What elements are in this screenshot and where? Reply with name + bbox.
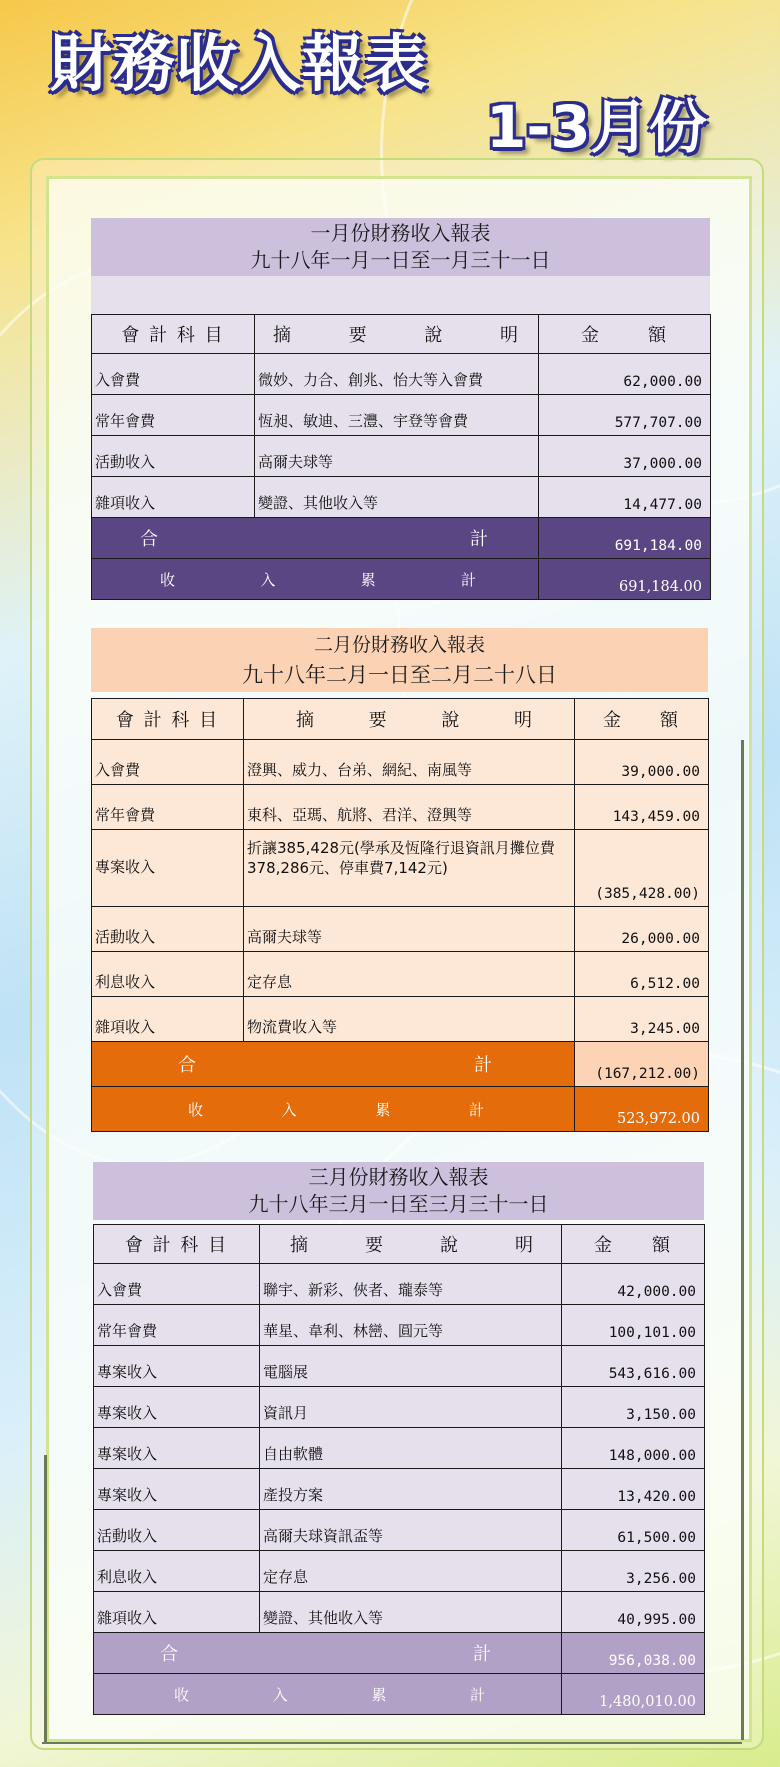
cumulative-label [92, 1087, 575, 1132]
cumulative-amount: 691,184.00 [539, 559, 711, 600]
description-cell: 物流費收入等 [244, 997, 575, 1042]
cumulative-label-char: 入 [260, 570, 276, 589]
description-cell: 折讓385,428元(學承及恆隆行退資訊月攤位費378,286元、停車費7,142元) [244, 830, 575, 907]
column-header-account: 會 計 科 目 [92, 699, 244, 740]
total-label-char: 合 [178, 1055, 196, 1076]
description-cell: 產投方案 [260, 1469, 562, 1510]
account-cell: 活動收入 [94, 1510, 260, 1551]
column-header-amount [562, 1225, 705, 1264]
account-cell: 利息收入 [92, 952, 244, 997]
description-cell: 高爾夫球等 [244, 907, 575, 952]
amount-cell: 39,000.00 [575, 740, 709, 785]
total-label [92, 1042, 575, 1087]
table-row [94, 1428, 705, 1469]
panel-edge [42, 1742, 742, 1744]
amount-cell: 42,000.00 [562, 1264, 705, 1305]
march-report-heading [93, 1162, 704, 1220]
total-amount: 691,184.00 [539, 518, 711, 559]
january-date-range: 九十八年一月一日至一月三十一日 [250, 248, 551, 272]
cumulative-label [92, 559, 539, 600]
heading-spacer [91, 276, 710, 314]
total-label [92, 518, 539, 559]
header-char: 額 [648, 325, 668, 346]
table-row [94, 1592, 705, 1633]
table-row [94, 1469, 705, 1510]
header-char: 額 [660, 710, 680, 731]
table-row [92, 997, 709, 1042]
table-row [92, 785, 709, 830]
january-report-heading [91, 218, 710, 276]
february-report-title: 二月份財務收入報表 [313, 634, 485, 656]
table-row [94, 1305, 705, 1346]
total-row [94, 1633, 705, 1674]
table-header-row [92, 699, 709, 740]
header-char: 說 [424, 325, 445, 346]
march-report-title: 三月份財務收入報表 [308, 1165, 489, 1189]
table-row [94, 1387, 705, 1428]
account-cell: 專案收入 [92, 830, 244, 907]
table-row [94, 1264, 705, 1305]
total-row [92, 1042, 709, 1087]
account-cell: 活動收入 [92, 907, 244, 952]
table-row [94, 1346, 705, 1387]
table-row [92, 907, 709, 952]
description-cell: 定存息 [260, 1551, 562, 1592]
amount-cell: 3,256.00 [562, 1551, 705, 1592]
march-date-range: 九十八年三月一日至三月三十一日 [248, 1192, 549, 1216]
amount-cell: 62,000.00 [539, 354, 711, 395]
amount-cell: 61,500.00 [562, 1510, 705, 1551]
header-char: 要 [365, 1235, 385, 1256]
account-cell: 常年會費 [92, 395, 255, 436]
account-cell: 常年會費 [92, 785, 244, 830]
column-header-amount [539, 315, 711, 354]
cumulative-label [94, 1674, 562, 1715]
february-report-heading [91, 628, 708, 692]
table-row [92, 354, 711, 395]
total-label-char: 計 [474, 1055, 492, 1076]
cumulative-row [94, 1674, 705, 1715]
description-cell: 變證、其他收入等 [260, 1592, 562, 1633]
cumulative-label-char: 累 [371, 1685, 387, 1704]
total-amount: 956,038.00 [562, 1633, 705, 1674]
table-row [92, 952, 709, 997]
january-report-title: 一月份財務收入報表 [310, 221, 491, 245]
amount-cell: (385,428.00) [575, 830, 709, 907]
amount-cell: 577,707.00 [539, 395, 711, 436]
cumulative-label-char: 累 [375, 1100, 391, 1119]
header-char: 額 [652, 1235, 672, 1256]
account-cell: 雜項收入 [92, 477, 255, 518]
total-label-char: 合 [140, 529, 158, 550]
column-header-account: 會 計 科 目 [94, 1225, 260, 1264]
header-char: 金 [594, 1235, 614, 1256]
account-cell: 專案收入 [94, 1387, 260, 1428]
total-label-char: 計 [473, 1644, 491, 1665]
description-cell: 資訊月 [260, 1387, 562, 1428]
header-char: 摘 [273, 325, 293, 346]
table-row [92, 436, 711, 477]
header-char: 摘 [290, 1235, 310, 1256]
account-cell: 入會費 [92, 740, 244, 785]
cumulative-label-char: 收 [160, 570, 176, 589]
description-cell: 澄興、威力、台弟、網紀、南風等 [244, 740, 575, 785]
table-row [92, 477, 711, 518]
account-cell: 入會費 [92, 354, 255, 395]
cumulative-label-char: 累 [360, 570, 376, 589]
header-char: 明 [513, 710, 534, 731]
period-title: 1-3月份 [486, 93, 707, 161]
total-label-char: 計 [470, 529, 488, 550]
account-cell: 入會費 [94, 1264, 260, 1305]
account-cell: 專案收入 [94, 1346, 260, 1387]
column-header-account: 會 計 科 目 [92, 315, 255, 354]
description-cell: 自由軟體 [260, 1428, 562, 1469]
description-cell: 微妙、力合、創兆、怡大等入會費 [255, 354, 539, 395]
header-char: 要 [348, 325, 369, 346]
cumulative-label-char: 收 [188, 1100, 204, 1119]
amount-cell: 13,420.00 [562, 1469, 705, 1510]
cumulative-label-char: 計 [460, 570, 476, 589]
account-cell: 利息收入 [94, 1551, 260, 1592]
amount-cell: 37,000.00 [539, 436, 711, 477]
total-label-char: 合 [160, 1644, 178, 1665]
account-cell: 專案收入 [94, 1428, 260, 1469]
amount-cell: 6,512.00 [575, 952, 709, 997]
cumulative-amount: 523,972.00 [575, 1087, 709, 1132]
february-date-range: 九十八年二月一日至二月二十八日 [242, 663, 557, 687]
table-header-row [94, 1225, 705, 1264]
column-header-description [255, 315, 539, 354]
description-cell: 高爾夫球等 [255, 436, 539, 477]
table-row [92, 395, 711, 436]
description-cell: 高爾夫球資訊盃等 [260, 1510, 562, 1551]
cumulative-amount: 1,480,010.00 [562, 1674, 705, 1715]
march-report [93, 1162, 704, 1715]
description-cell: 東科、亞瑪、航將、君洋、澄興等 [244, 785, 575, 830]
account-cell: 活動收入 [92, 436, 255, 477]
description-cell: 定存息 [244, 952, 575, 997]
cumulative-label-char: 收 [174, 1685, 190, 1704]
amount-cell: 14,477.00 [539, 477, 711, 518]
account-cell: 常年會費 [94, 1305, 260, 1346]
february-income-table [91, 698, 709, 1132]
description-cell: 變證、其他收入等 [255, 477, 539, 518]
amount-cell: 40,995.00 [562, 1592, 705, 1633]
column-header-description [244, 699, 575, 740]
header-char: 要 [368, 710, 389, 731]
header-char: 明 [515, 1235, 535, 1256]
description-cell: 恆昶、敏迪、三灃、宇登等會費 [255, 395, 539, 436]
amount-cell: 3,150.00 [562, 1387, 705, 1428]
header-char: 說 [440, 1235, 460, 1256]
total-label [94, 1633, 562, 1674]
cumulative-label-char: 計 [469, 1685, 485, 1704]
column-header-amount [575, 699, 709, 740]
amount-cell: 3,245.00 [575, 997, 709, 1042]
table-row [94, 1551, 705, 1592]
amount-cell: 148,000.00 [562, 1428, 705, 1469]
cumulative-label-char: 計 [468, 1100, 484, 1119]
table-header-row [92, 315, 711, 354]
table-row [92, 740, 709, 785]
cumulative-row [92, 1087, 709, 1132]
table-row [92, 830, 709, 907]
amount-cell: 100,101.00 [562, 1305, 705, 1346]
header-char: 摘 [296, 710, 316, 731]
february-report [91, 628, 708, 1132]
january-report [91, 218, 710, 600]
cumulative-label-char: 入 [272, 1685, 288, 1704]
account-cell: 雜項收入 [94, 1592, 260, 1633]
january-income-table [91, 314, 711, 600]
total-row [92, 518, 711, 559]
description-cell: 華星、韋利、林巒、圓元等 [260, 1305, 562, 1346]
header-char: 明 [499, 325, 520, 346]
description-cell: 聯宇、新彩、俠者、瓏泰等 [260, 1264, 562, 1305]
panel-edge [44, 1455, 47, 1743]
header-char: 金 [581, 325, 601, 346]
amount-cell: 26,000.00 [575, 907, 709, 952]
description-cell: 電腦展 [260, 1346, 562, 1387]
page-title: 財務收入報表 [50, 27, 429, 100]
cumulative-row [92, 559, 711, 600]
table-row [94, 1510, 705, 1551]
column-header-description [260, 1225, 562, 1264]
account-cell: 雜項收入 [92, 997, 244, 1042]
header-char: 金 [603, 710, 623, 731]
amount-cell: 143,459.00 [575, 785, 709, 830]
amount-cell: 543,616.00 [562, 1346, 705, 1387]
total-amount: (167,212.00) [575, 1042, 709, 1087]
header-char: 說 [441, 710, 462, 731]
account-cell: 專案收入 [94, 1469, 260, 1510]
march-income-table [93, 1224, 705, 1715]
cumulative-label-char: 入 [281, 1100, 297, 1119]
panel-edge [741, 740, 744, 1740]
